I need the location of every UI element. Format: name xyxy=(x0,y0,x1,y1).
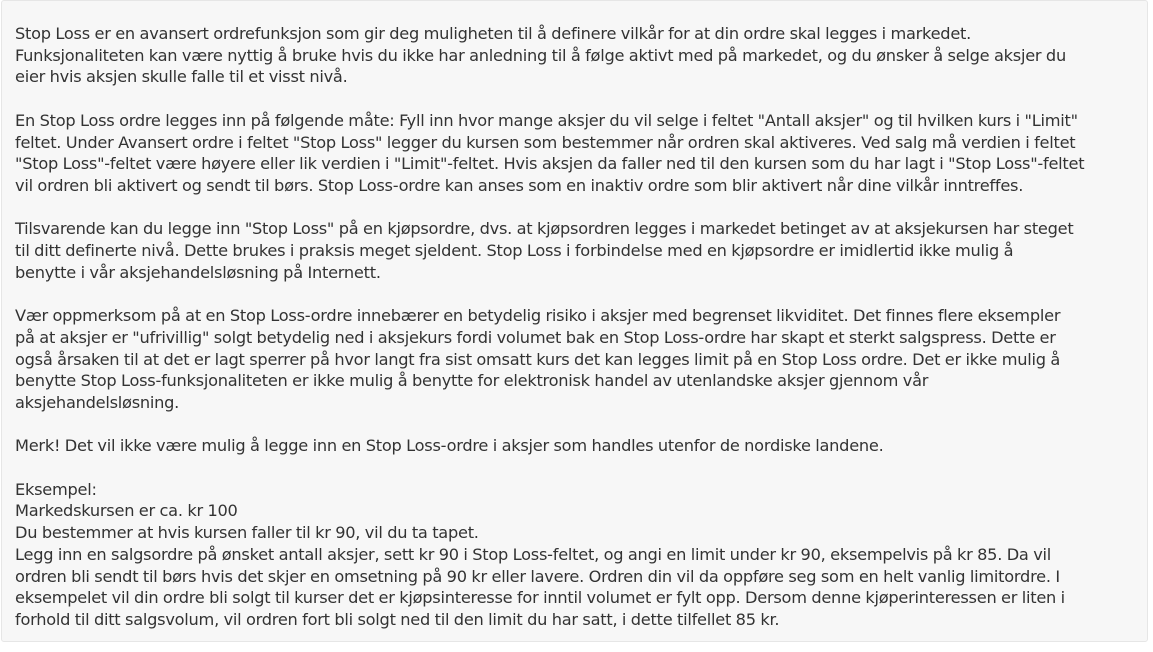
text-line: "Stop Loss"-feltet være høyere eller lik verdien i "Limit"-feltet. Hvis aksjen da faller ned til den kursen som du har lagt i "Stop Loss"-feltet xyxy=(15,154,1085,174)
text-line: også årsaken til at det er lagt sperrer på hvor langt fra sist omsatt kurs det kan legges limit på en Stop Loss ordre. Det er ikke mulig å xyxy=(15,349,1061,369)
text-line: til ditt definerte nivå. Dette brukes i praksis meget sjeldent. Stop Loss i forbindelse med en kjøpsordre er imidlertid ikke mulig å xyxy=(15,241,1014,260)
text-line: Vær oppmerksom på at en Stop Loss-ordre innebærer en betydelig risiko i aksjer med begrenset likviditet. Det finnes flere eksempler xyxy=(15,306,1061,326)
text-line: forhold til ditt salgsvolum, vil ordren fort bli solgt ned til den limit du har satt, i dette tilfellet 85 kr. xyxy=(15,609,780,629)
text-line: Funksjonaliteten kan være nyttig å bruke hvis du ikke har anledning til å følge aktivt med på markedet, og du ønsker å selge aksjer du xyxy=(15,45,1066,65)
text-line: aksjehandelsløsning. xyxy=(15,392,180,412)
text-line: feltet. Under Avansert ordre i feltet "Stop Loss" legger du kursen som bestemmer når ordren skal aktiveres. Ved salg må verdien i feltet xyxy=(15,132,1076,152)
text-line: Tilsvarende kan du legge inn "Stop Loss" på en kjøpsordre, dvs. at kjøpsordren legges i markedet betinget av at aksjekursen har steget xyxy=(15,219,1074,239)
text-line: En Stop Loss ordre legges inn på følgende måte: Fyll inn hvor mange aksjer du vil selge i feltet "Antall aksjer" og til hvilken kurs i "Limit" xyxy=(15,110,1078,130)
paragraph-buy-order xyxy=(15,218,1143,283)
info-panel xyxy=(1,0,1148,642)
paragraph-how-to xyxy=(15,110,1143,197)
text-line: Eksempel: xyxy=(15,479,97,499)
text-line: vil ordren bli aktivert og sendt til børs. Stop Loss-ordre kan anses som en inaktiv ordre som blir aktivert når dine vilkår inntreffes. xyxy=(15,175,1024,195)
text-line: på at aksjer er "ufrivillig" solgt betydelig ned i aksjekurs fordi volumet bak en Stop Loss-ordre har skapt et sterkt salgspress. Dette er xyxy=(15,327,1056,347)
text-line: Du bestemmer at hvis kursen faller til kr 90, vil du ta tapet. xyxy=(15,523,479,543)
text-line: eksempelet vil din ordre bli solgt til kurser det er kjøpsinteresse for inntil volumet er fylt opp. Dersom denne kjøperinteressen er liten i xyxy=(15,588,1065,608)
article-content xyxy=(15,23,1143,652)
paragraph-intro xyxy=(15,23,1143,88)
paragraph-risk xyxy=(15,305,1143,414)
text-line: Stop Loss er en avansert ordrefunksjon som gir deg muligheten til å definere vilkår for at din ordre skal legges i markedet. xyxy=(15,24,972,43)
text-line: Merk! Det vil ikke være mulig å legge inn en Stop Loss-ordre i aksjer som handles utenfor de nordiske landene. xyxy=(15,436,884,456)
text-line: eier hvis aksjen skulle falle til et visst nivå. xyxy=(15,67,348,87)
text-line: Legg inn en salgsordre på ønsket antall aksjer, sett kr 90 i Stop Loss-feltet, og angi en limit under kr 90, eksempelvis på kr 85. Da vil xyxy=(15,544,1052,564)
text-line: benytte Stop Loss-funksjonaliteten er ikke mulig å benytte for elektronisk handel av utenlandske aksjer gjennom vår xyxy=(15,371,929,391)
paragraph-example xyxy=(15,479,1143,631)
text-line: Markedskursen er ca. kr 100 xyxy=(15,501,238,521)
text-line: ordren bli sendt til børs hvis det skjer en omsetning på 90 kr eller lavere. Ordren din vil da oppføre seg som en helt vanlig limitordre. I xyxy=(15,566,1060,586)
text-line: benytte i vår aksjehandelsløsning på Internett. xyxy=(15,262,381,282)
paragraph-note xyxy=(15,435,1143,457)
